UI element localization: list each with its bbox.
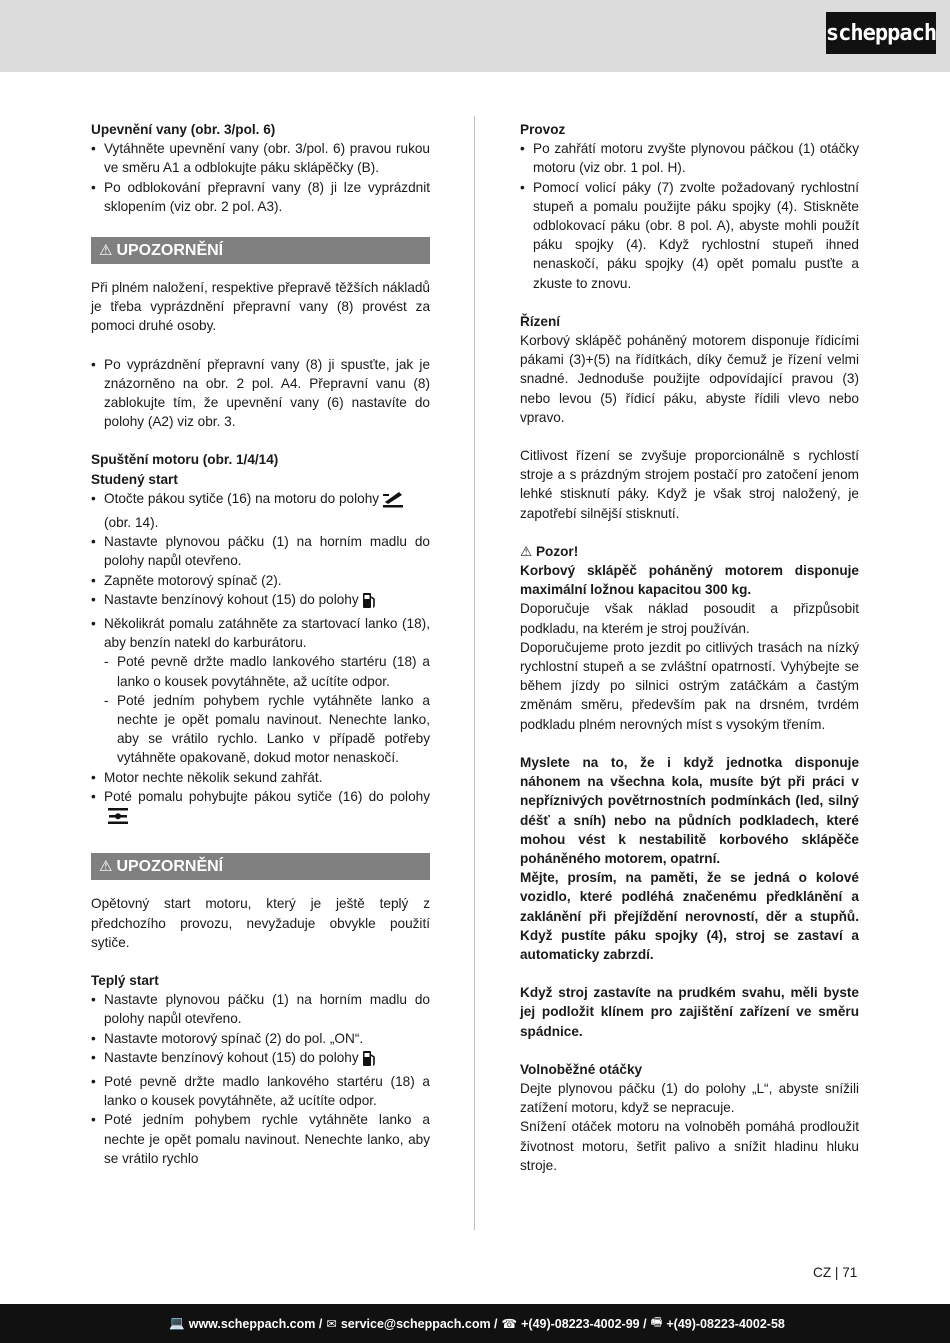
warning-text-2: Opětovný start motoru, který je ještě teplý z předchozího provozu, nevyžaduje obvykle použití sytiče. [91,896,430,950]
paragraph-bold: Korbový sklápěč poháněný motorem disponuje maximální ložnou kapacitou 300 kg. [520,563,859,598]
footer-fax: +(49)-08223-4002-58 [666,1316,785,1331]
list-item: • Motor nechte několik sekund zahřát. [91,768,430,787]
list-cold-start [91,489,430,653]
list-item: • Nastavte plynovou páčku (1) na horním madlu do polohy napůl otevřeno. [91,532,430,570]
footer-phone: +(49)-08223-4002-99 / [521,1316,647,1331]
section-title-rizeni: Řízení [520,313,561,329]
list-item: • Nastavte plynovou páčku (1) na horním madlu do polohy napůl otevřeno. [91,990,430,1028]
list-item: • Zapněte motorový spínač (2). [91,571,430,590]
left-column [91,120,430,1168]
paragraph-bold: Když stroj zastavíte na prudkém svahu, měli byste jej podložit klínem pro zajištění zařízení ve směru spádnice. [520,985,859,1039]
list-cold-start-2 [91,768,430,831]
list-warm-start [91,990,430,1168]
fuel-pump-icon [362,591,376,614]
paragraph: Dejte plynovou páčku (1) do polohy „L“, abyste snížili zatížení motoru, když se nepracuje. [520,1080,859,1116]
list-item: • Poté jedním pohybem rychle vytáhněte lanko a nechte je opět pomalu navinout. Nenechte lanko, aby se vrátilo rychlo [91,1110,430,1168]
paragraph: Doporučujeme proto jezdit po citlivých trasách na nízký rychlostní stupeň a se zvláštní opatrností. Vyhýbejte se během jízdy po silnici ostrým zatáčkám a častým změnám směru, především pak na drsném, tvrdém podkladu plném nerovných míst s vysokým třením. [520,639,859,732]
list-item: • Po zahřátí motoru zvyšte plynovou páčkou (1) otáčky motoru (viz obr. 1 pol. H). [520,139,859,177]
warning-label: UPOZORNĚNÍ [116,242,224,260]
warning-label: UPOZORNĚNÍ [116,858,224,876]
list-item: • Po odblokování přepravní vany (8) ji lze vyprázdnit sklopením (viz obr. 2 pol. A3). [91,178,430,216]
section-title-teply-start: Teplý start [91,972,159,988]
sublist-item: - Poté jedním pohybem rychle vytáhněte lanko a nechte je opět pomalu navinout. Nenechte lanko, aby se vrátilo rychlo. Lanko v případě potřeby vytáhněte opakovaně, dokud motor nenaskočí. [91,691,430,768]
list-item [91,787,430,830]
section-title-provoz: Provoz [520,122,566,137]
list-upevneni [91,139,430,216]
list-item-text: (obr. 14). [104,515,159,531]
section-title-spusteni: Spuštění motoru (obr. 1/4/14) [91,452,279,468]
list-item: • Poté pevně držte madlo lankového startéru (18) a lanko o kousek povytáhněte, až ucítíte odpor. [91,1072,430,1110]
list-item: • Po vyprázdnění přepravní vany (8) ji spusťte, jak je znázorněno na obr. 2 pol. A4. Přepravní vanu (8) zablokujte tím, že upevnění vany (6) nastavíte do polohy (A2) viz obr. 3. [91,355,430,432]
mail-icon: ✉ [326,1317,337,1331]
computer-icon: 💻 [169,1316,185,1330]
warning-triangle-icon: ⚠ [99,858,113,876]
list-item [91,1048,430,1072]
list-item-text: Nastavte benzínový kohout (15) do polohy [104,591,359,607]
footer-email-link[interactable]: service@scheppach.com / [340,1316,498,1331]
right-column [520,120,859,1175]
list-item [91,489,430,532]
list-item-text: Otočte pákou sytiče (16) na motoru do polohy [104,490,380,506]
paragraph: Korbový sklápěč poháněný motorem disponuje řídicími pákami (3)+(5) na řídítkách, díky čemuž je řízení velmi snadné. Jednoduše použijte odpovídající pravou (3) nebo levou (5) řídicí páku, abyste řídili vlevo nebo vpravo. [520,333,859,425]
page-number: CZ | 71 [813,1265,858,1280]
paragraph-bold: Myslete na to, že i když jednotka disponuje náhonem na všechna kola, musíte být při práci v nepříznivých povětrnostních podmínkách (led, silný déšť a sníh) nebo na půdních podkladech, které mohou vést k nestabilitě korbového sklápěče poháněného motorem, opatrní. [520,754,859,866]
sublist-cold-start [91,652,430,767]
fax-icon: 🖷 [650,1315,663,1329]
paragraph: Snížení otáček motoru na volnoběh pomáhá prodloužit životnost motoru, šetřit palivo a snížit hladinu hluku stroje. [520,1119,859,1173]
warning-text-1: Při plném naložení, respektive přepravě těžších nákladů je třeba vyprázdnění přepravní vany (8) provést za pomoci druhé osoby. [91,280,430,334]
footer-bar [0,1304,950,1343]
paragraph: Doporučuje však náklad posoudit a přizpůsobit podkladu, na kterém je stroj používán. [520,601,859,636]
list-item: • Několikrát pomalu zatáhněte za startovací lanko (18), aby benzín natekl do karburátoru. [91,614,430,652]
list-vyprazdneni [91,355,430,432]
list-item-text: Nastavte benzínový kohout (15) do polohy [104,1049,359,1065]
scheppach-logo: scheppach [826,12,936,54]
section-title-studeny-start: Studený start [91,471,178,487]
column-divider [474,116,475,1230]
footer-website-link[interactable]: www.scheppach.com / [188,1316,323,1331]
section-title-pozor: ⚠ Pozor! [520,543,579,559]
section-title-volnobezne: Volnoběžné otáčky [520,1061,643,1077]
list-item: • Vytáhněte upevnění vany (obr. 3/pol. 6) pravou rukou ve směru A1 a odblokujte páku sklápěčky (B). [91,139,430,177]
list-item [91,590,430,614]
header-bar [0,0,950,72]
paragraph: Citlivost řízení se zvyšuje proporcionálně s rychlostí stroje a s prázdným strojem postačí pro zatočení jenom lehké stisknutí páky. Když je však stroj naložený, je zapotřebí silnější stisknutí. [520,448,859,521]
choke-open-icon [107,807,129,830]
warning-banner-1 [91,237,430,264]
list-provoz [520,139,859,293]
phone-icon: ☎ [501,1317,518,1331]
choke-closed-icon [382,490,404,513]
list-item: • Nastavte motorový spínač (2) do pol. „ON“. [91,1029,430,1048]
warning-banner-2 [91,853,430,880]
warning-triangle-icon: ⚠ [99,242,113,260]
list-item: • Pomocí volicí páky (7) zvolte požadovaný rychlostní stupeň a pomalu použijte páku spojky (4). Stiskněte odblokovací páku (obr. 8 pol. A), abyste mohli použít páku spojky (4). Když rychlostní stupeň ihned nenaskočí, páku spojky (4) opět pomalu pusťte a zkuste to znovu. [520,178,859,293]
fuel-pump-icon [362,1049,376,1072]
paragraph-bold: Mějte, prosím, na paměti, že se jedná o kolové vozidlo, které podléhá značenému předklánění a zaklánění při přejíždění nerovností, děr a stupňů. Když pustíte páku spojky (4), stroj se zastaví a automaticky zabrzdí. [520,870,859,962]
section-title-upevneni: Upevnění vany (obr. 3/pol. 6) [91,122,276,137]
sublist-item: - Poté pevně držte madlo lankového startéru (18) a lanko o kousek povytáhněte, až ucítíte odpor. [91,652,430,690]
list-item-text: Poté pomalu pohybujte pákou sytiče (16) do polohy [104,788,430,804]
